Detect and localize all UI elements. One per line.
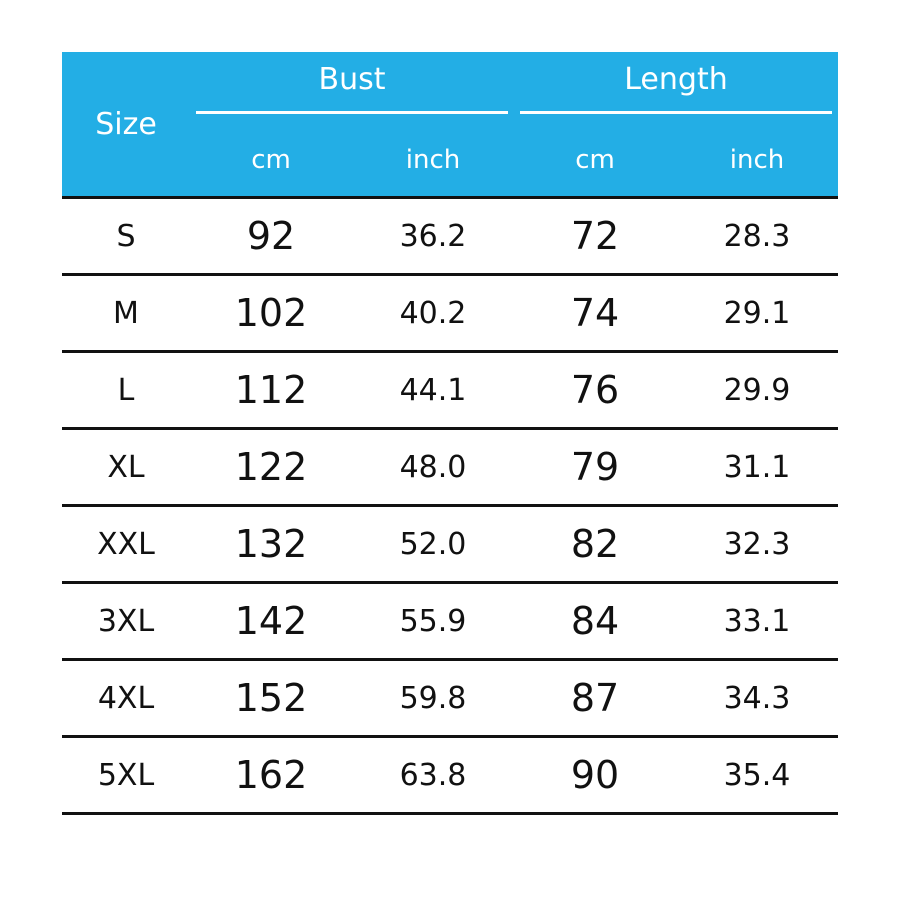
cell-bust-cm: 92 <box>190 198 352 275</box>
cell-size: XXL <box>62 506 190 583</box>
cell-length-inch: 28.3 <box>676 198 838 275</box>
cell-length-cm: 79 <box>514 429 676 506</box>
cell-bust-cm: 132 <box>190 506 352 583</box>
table-row <box>62 429 838 506</box>
cell-size: 4XL <box>62 660 190 737</box>
cell-size: M <box>62 275 190 352</box>
cell-bust-inch: 48.0 <box>352 429 514 506</box>
header-length-inch: inch <box>676 124 838 198</box>
cell-bust-inch: 40.2 <box>352 275 514 352</box>
table-row <box>62 506 838 583</box>
table-row <box>62 275 838 352</box>
cell-length-cm: 76 <box>514 352 676 429</box>
size-table-container <box>62 52 838 815</box>
cell-bust-inch: 52.0 <box>352 506 514 583</box>
table-row <box>62 583 838 660</box>
cell-length-cm: 72 <box>514 198 676 275</box>
cell-bust-inch: 44.1 <box>352 352 514 429</box>
cell-bust-cm: 122 <box>190 429 352 506</box>
size-table <box>62 52 838 815</box>
header-bust-inch: inch <box>352 124 514 198</box>
cell-length-inch: 34.3 <box>676 660 838 737</box>
table-row <box>62 737 838 814</box>
cell-length-inch: 33.1 <box>676 583 838 660</box>
header-group-length-label: Length <box>520 62 832 114</box>
table-row <box>62 198 838 275</box>
cell-bust-inch: 63.8 <box>352 737 514 814</box>
cell-size: S <box>62 198 190 275</box>
cell-size: 5XL <box>62 737 190 814</box>
cell-bust-inch: 36.2 <box>352 198 514 275</box>
header-row-groups <box>62 52 838 124</box>
cell-length-cm: 90 <box>514 737 676 814</box>
cell-bust-cm: 112 <box>190 352 352 429</box>
header-bust-cm: cm <box>190 124 352 198</box>
table-row <box>62 660 838 737</box>
cell-bust-cm: 162 <box>190 737 352 814</box>
cell-bust-cm: 142 <box>190 583 352 660</box>
cell-length-inch: 29.1 <box>676 275 838 352</box>
cell-bust-inch: 59.8 <box>352 660 514 737</box>
cell-bust-cm: 152 <box>190 660 352 737</box>
header-group-length <box>514 52 838 124</box>
cell-bust-inch: 55.9 <box>352 583 514 660</box>
cell-length-cm: 74 <box>514 275 676 352</box>
header-group-bust-label: Bust <box>196 62 508 114</box>
header-length-cm: cm <box>514 124 676 198</box>
cell-bust-cm: 102 <box>190 275 352 352</box>
header-group-bust <box>190 52 514 124</box>
cell-length-cm: 82 <box>514 506 676 583</box>
cell-size: L <box>62 352 190 429</box>
cell-size: 3XL <box>62 583 190 660</box>
cell-length-inch: 32.3 <box>676 506 838 583</box>
table-body <box>62 198 838 814</box>
cell-length-cm: 84 <box>514 583 676 660</box>
table-header <box>62 52 838 198</box>
cell-length-cm: 87 <box>514 660 676 737</box>
table-row <box>62 352 838 429</box>
cell-length-inch: 35.4 <box>676 737 838 814</box>
cell-length-inch: 29.9 <box>676 352 838 429</box>
cell-length-inch: 31.1 <box>676 429 838 506</box>
header-size: Size <box>62 52 190 198</box>
cell-size: XL <box>62 429 190 506</box>
